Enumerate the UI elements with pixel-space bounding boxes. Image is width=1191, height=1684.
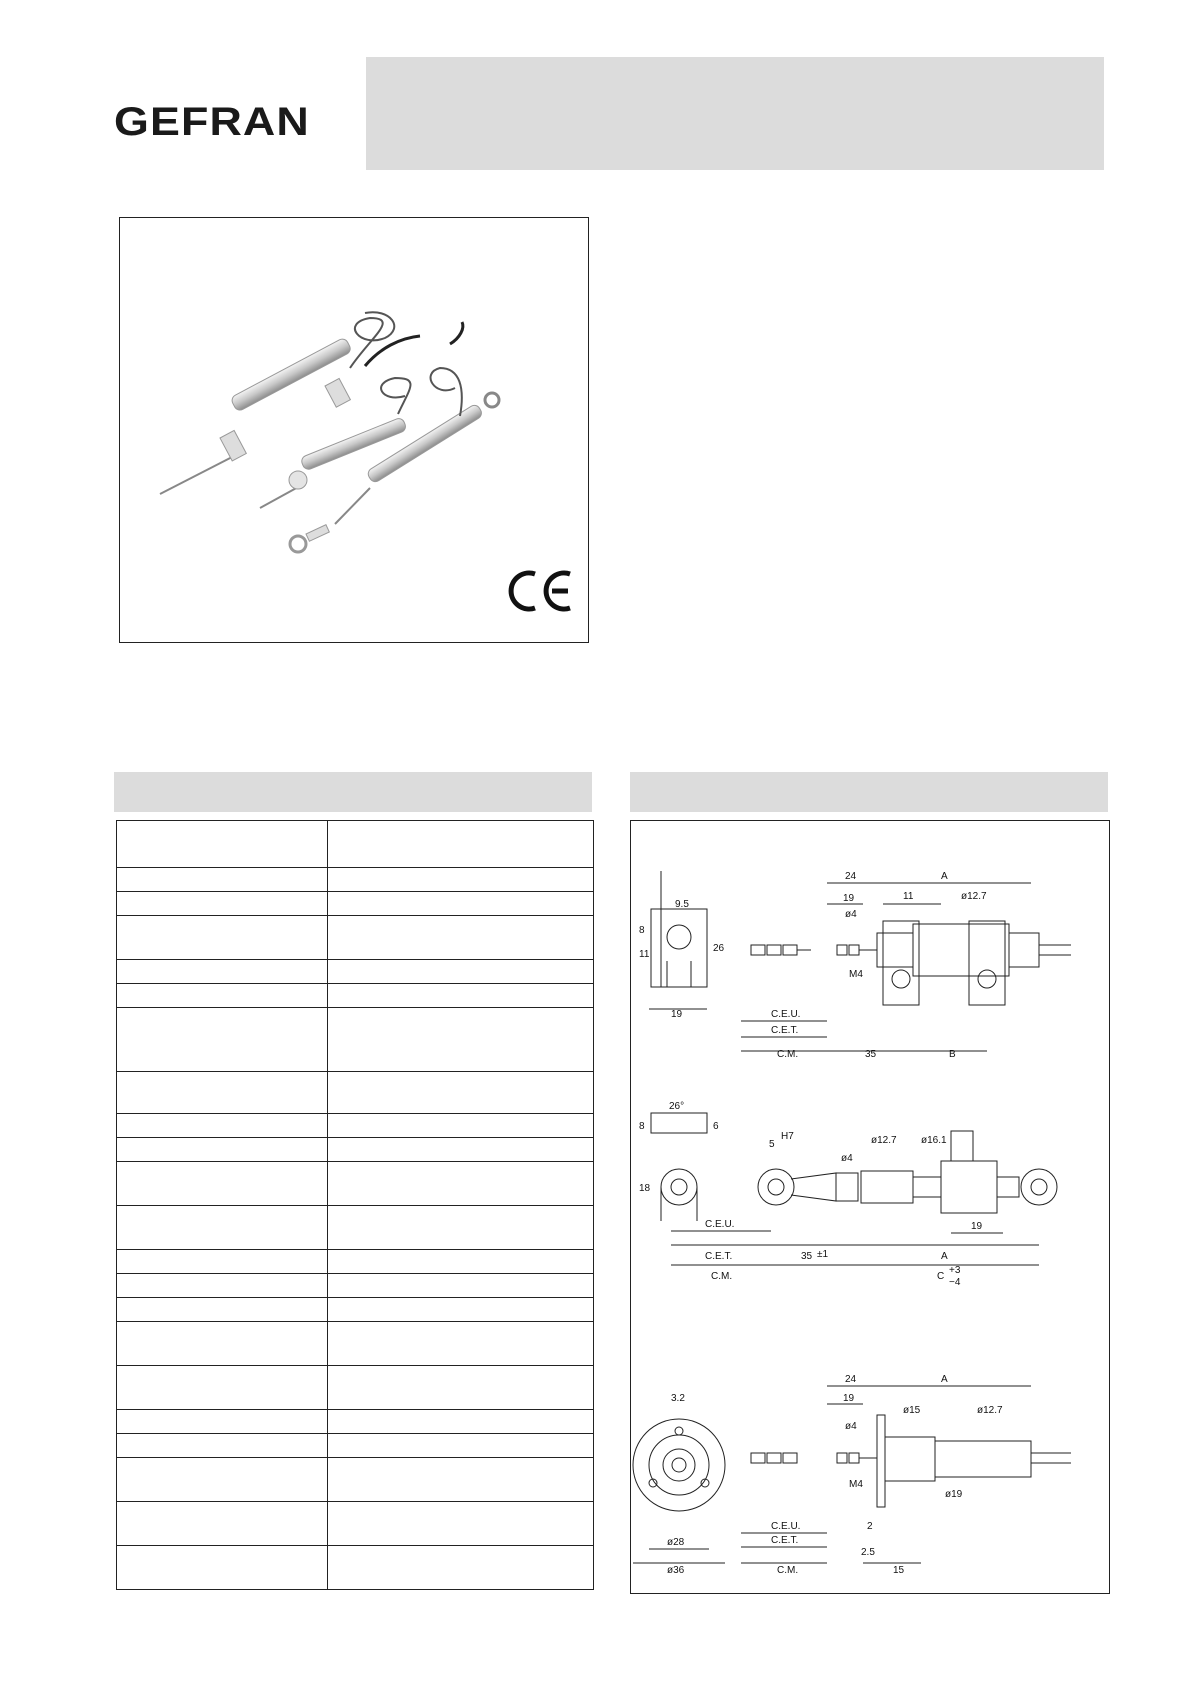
- table-row: [117, 1249, 593, 1250]
- dim-label: C.E.T.: [771, 1025, 799, 1036]
- dim-label: C.E.T.: [771, 1535, 799, 1546]
- dim-label: 8: [639, 1121, 645, 1132]
- dim-label: C.M.: [777, 1565, 799, 1576]
- dim-label: 11: [903, 891, 914, 902]
- table-row: [117, 1007, 593, 1008]
- table-row: [117, 1273, 593, 1274]
- dim-label: A: [941, 871, 948, 882]
- dim-label: 19: [671, 1009, 683, 1020]
- dimension-drawings-frame: [630, 820, 1110, 1594]
- dim-label: A: [941, 1251, 948, 1262]
- dim-label: ø15: [903, 1405, 921, 1416]
- drawing-fig1: [649, 871, 1071, 1051]
- dim-label: ø12.7: [961, 891, 987, 902]
- technical-data-header-bar: [114, 772, 592, 812]
- dim-label: ø16.1: [921, 1135, 947, 1146]
- dim-label: M4: [849, 1479, 863, 1490]
- product-photo-frame: [119, 217, 589, 643]
- table-row: [117, 1545, 593, 1546]
- dim-label: 2.5: [861, 1547, 875, 1558]
- dim-label: ø4: [845, 1421, 857, 1432]
- table-row: [117, 1321, 593, 1322]
- dim-label: 9.5: [675, 899, 689, 910]
- drawing-fig3: [633, 1386, 1071, 1563]
- dim-label: 35: [865, 1049, 877, 1060]
- dim-label: 18: [639, 1183, 651, 1194]
- dim-label: C: [937, 1271, 945, 1282]
- table-row: [117, 1409, 593, 1410]
- technical-data-table: [116, 820, 594, 1590]
- product-photo: [120, 218, 588, 642]
- dim-label: B: [949, 1049, 956, 1060]
- table-row: [117, 1297, 593, 1298]
- table-row: [117, 1501, 593, 1502]
- dim-label: 11: [639, 949, 650, 960]
- dim-label: 24: [845, 871, 857, 882]
- dim-label: H7: [781, 1131, 794, 1142]
- dim-label: 19: [843, 1393, 855, 1404]
- table-row: [117, 891, 593, 892]
- dim-label: 3.2: [671, 1393, 685, 1404]
- dim-label: ±1: [817, 1249, 829, 1260]
- table-row: [117, 1161, 593, 1162]
- dim-label: C.E.T.: [705, 1251, 733, 1262]
- dim-label: C.E.U.: [705, 1219, 735, 1230]
- dim-label: 26: [713, 943, 725, 954]
- table-row: [117, 1113, 593, 1114]
- dimensions-header-bar: [630, 772, 1108, 812]
- dim-label: ø28: [667, 1537, 685, 1548]
- table-row: [117, 1457, 593, 1458]
- header-title-band: [366, 57, 1104, 170]
- table-row: [117, 959, 593, 960]
- table-row: [117, 915, 593, 916]
- dim-label: 19: [971, 1221, 983, 1232]
- table-row: [117, 1071, 593, 1072]
- dim-label: 15: [893, 1565, 905, 1576]
- dim-label: ø19: [945, 1489, 963, 1500]
- dim-label: C.M.: [711, 1271, 733, 1282]
- table-row: [117, 1365, 593, 1366]
- dim-label: ø36: [667, 1565, 685, 1576]
- dim-label: 24: [845, 1374, 857, 1385]
- dim-label: ø12.7: [871, 1135, 897, 1146]
- dim-label: ø4: [841, 1153, 853, 1164]
- table-row: [117, 1433, 593, 1434]
- dim-label: −4: [949, 1277, 961, 1288]
- dim-label: 35: [801, 1251, 813, 1262]
- dim-label: 8: [639, 925, 645, 936]
- dim-label: A: [941, 1374, 948, 1385]
- brand-logo: GEFRAN: [114, 100, 310, 144]
- dim-label: C.E.U.: [771, 1009, 801, 1020]
- table-row: [117, 1137, 593, 1138]
- dimension-drawings: [631, 821, 1109, 1593]
- dim-label: 2: [867, 1521, 873, 1532]
- dim-label: C.M.: [777, 1049, 799, 1060]
- dim-label: 5: [769, 1139, 775, 1150]
- dim-label: ø4: [845, 909, 857, 920]
- table-row: [117, 983, 593, 984]
- ce-mark-icon: [511, 573, 570, 609]
- dim-label: C.E.U.: [771, 1521, 801, 1532]
- dim-label: 26°: [669, 1101, 685, 1112]
- table-row: [117, 1205, 593, 1206]
- dim-label: +3: [949, 1265, 961, 1276]
- dim-label: 6: [713, 1121, 719, 1132]
- dim-label: ø12.7: [977, 1405, 1003, 1416]
- table-row: [117, 867, 593, 868]
- dim-label: M4: [849, 969, 863, 980]
- dim-label: 19: [843, 893, 855, 904]
- drawing-fig2: [651, 1113, 1057, 1265]
